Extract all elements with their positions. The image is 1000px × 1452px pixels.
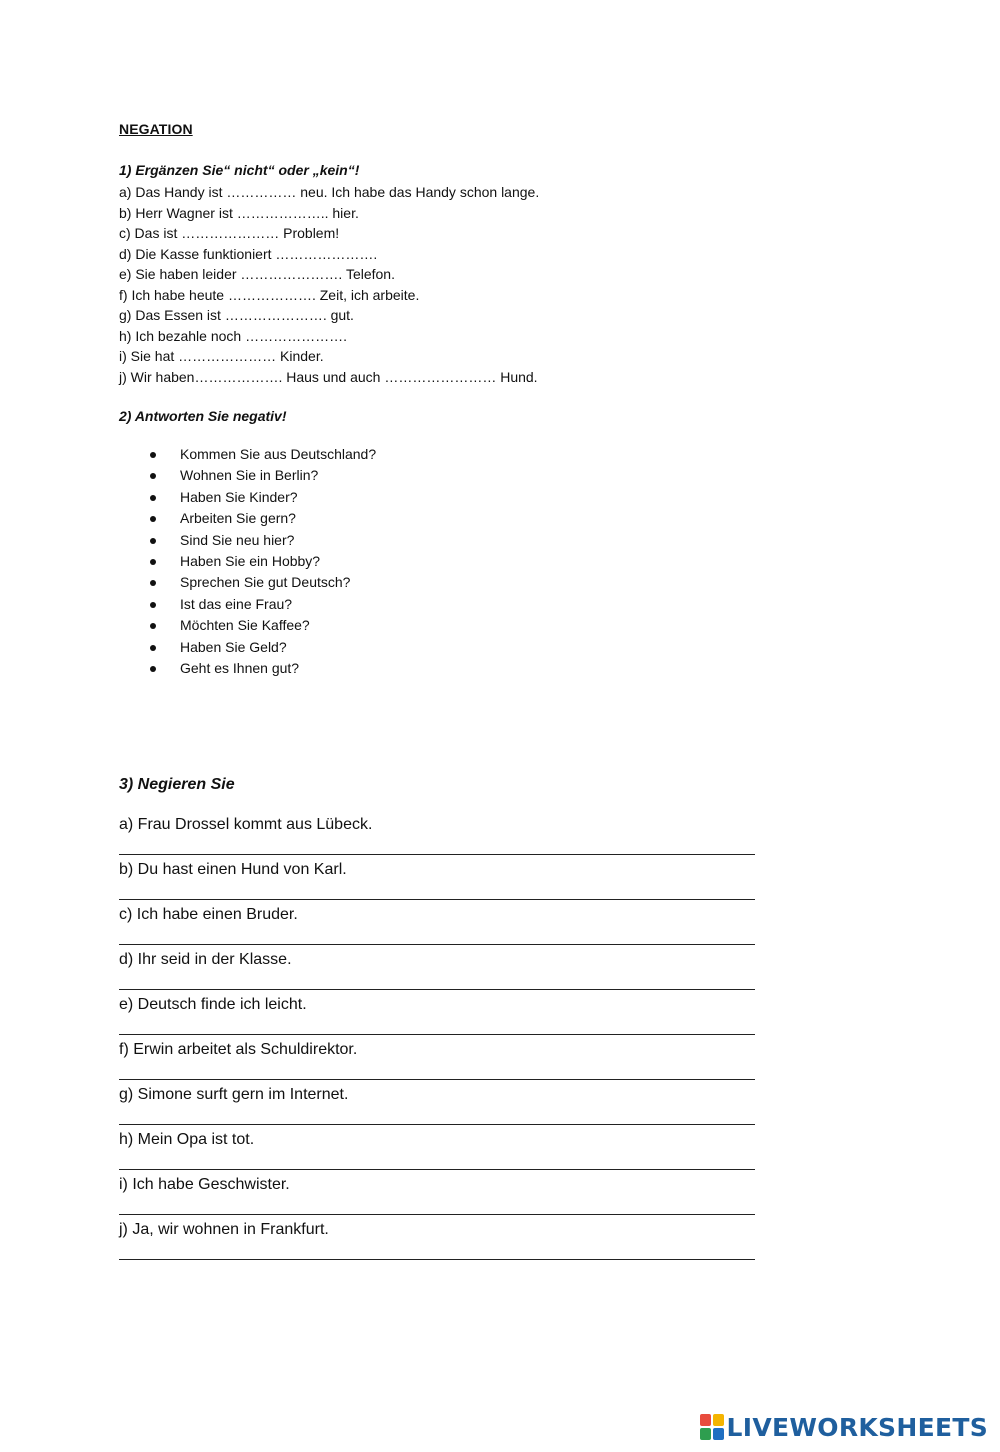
sentence-text: g) Simone surft gern im Internet. (119, 1086, 349, 1103)
bullet-icon (150, 645, 156, 651)
brand-name: LIVEWORKSHEETS (726, 1412, 988, 1442)
question-text: Haben Sie Geld? (180, 638, 287, 655)
answer-line (119, 989, 755, 990)
fill-in-item: b) Herr Wagner ist ……………….. hier. (119, 204, 359, 221)
question-item (150, 572, 376, 593)
question-text: Ist das eine Frau? (180, 595, 293, 612)
bullet-icon (150, 580, 156, 586)
liveworksheets-logo-icon (700, 1414, 724, 1440)
page-title: NEGATION (119, 121, 193, 137)
fill-in-item: d) Die Kasse funktioniert …………………. (119, 245, 378, 262)
sentence-text: e) Deutsch finde ich leicht. (119, 996, 307, 1013)
negation-item (119, 1038, 755, 1083)
bullet-icon (150, 473, 156, 479)
answer-line (119, 1259, 755, 1260)
fill-in-item: g) Das Essen ist …………………. gut. (119, 307, 354, 323)
question-item (150, 615, 376, 636)
sentence-text: d) Ihr seid in der Klasse. (119, 951, 292, 968)
liveworksheets-brand (700, 1410, 988, 1444)
question-text: Arbeiten Sie gern? (180, 510, 296, 527)
question-item (150, 551, 376, 572)
answer-line (119, 899, 755, 900)
negation-item (119, 1173, 755, 1218)
fill-in-item: j) Wir haben………………. Haus und auch …………………… Hund. (119, 368, 538, 385)
fill-in-item: c) Das ist ………………… Problem! (119, 225, 340, 241)
fill-in-item: f) Ich habe heute ………………. Zeit, ich arbeite. (119, 286, 420, 303)
question-text: Sind Sie neu hier? (180, 531, 295, 548)
sentence-text: c) Ich habe einen Bruder. (119, 906, 298, 923)
answer-line (119, 1124, 755, 1125)
answer-line (119, 1079, 755, 1080)
answer-line (119, 1214, 755, 1215)
bullet-icon (150, 452, 156, 458)
section-1-heading: 1) Ergänzen Sie“ nicht“ oder „kein“! (119, 162, 360, 178)
question-item (150, 594, 376, 615)
negation-item (119, 993, 755, 1038)
question-text: Sprechen Sie gut Deutsch? (180, 574, 351, 591)
logo-square (713, 1414, 724, 1426)
sentence-text: j) Ja, wir wohnen in Frankfurt. (119, 1221, 329, 1238)
fill-in-item: a) Das Handy ist …………… neu. Ich habe das Handy schon lange. (119, 184, 540, 200)
fill-in-item: i) Sie hat ………………… Kinder. (119, 348, 324, 364)
sentence-text: f) Erwin arbeitet als Schuldirektor. (119, 1041, 358, 1058)
bullet-icon (150, 559, 156, 565)
negation-exercise-list (119, 813, 755, 1263)
section-2-heading: 2) Antworten Sie negativ! (119, 408, 287, 424)
bullet-icon (150, 495, 156, 501)
bullet-icon (150, 602, 156, 608)
negation-item (119, 813, 755, 858)
sentence-text: b) Du hast einen Hund von Karl. (119, 861, 347, 878)
negation-item (119, 858, 755, 903)
sentence-text: i) Ich habe Geschwister. (119, 1176, 290, 1193)
bullet-icon (150, 666, 156, 672)
negation-item (119, 1083, 755, 1128)
question-text: Kommen Sie aus Deutschland? (180, 446, 377, 462)
question-item (150, 637, 376, 658)
fill-in-item: e) Sie haben leider …………………. Telefon. (119, 266, 395, 282)
logo-square (700, 1428, 711, 1440)
question-text: Wohnen Sie in Berlin? (180, 467, 319, 484)
logo-square (700, 1414, 711, 1426)
bullet-icon (150, 516, 156, 522)
negation-item (119, 948, 755, 993)
negation-item (119, 903, 755, 948)
sentence-text: h) Mein Opa ist tot. (119, 1131, 255, 1148)
question-item (150, 444, 376, 465)
bullet-icon (150, 623, 156, 629)
fill-in-item: h) Ich bezahle noch …………………. (119, 327, 347, 344)
logo-square (713, 1428, 724, 1440)
fill-in-exercise-list (119, 182, 539, 387)
question-text: Haben Sie ein Hobby? (180, 552, 321, 569)
question-text: Möchten Sie Kaffee? (180, 617, 310, 634)
question-text: Haben Sie Kinder? (180, 488, 298, 505)
answer-line (119, 1034, 755, 1035)
question-item (150, 465, 376, 486)
question-bullet-list (150, 444, 376, 679)
answer-line (119, 854, 755, 855)
section-3-heading: 3) Negieren Sie (119, 776, 235, 793)
negation-item (119, 1218, 755, 1263)
question-text: Geht es Ihnen gut? (180, 659, 300, 676)
bullet-icon (150, 538, 156, 544)
question-item (150, 530, 376, 551)
question-item (150, 487, 376, 508)
answer-line (119, 1169, 755, 1170)
question-item (150, 658, 376, 679)
answer-line (119, 944, 755, 945)
sentence-text: a) Frau Drossel kommt aus Lübeck. (119, 816, 373, 833)
question-item (150, 508, 376, 529)
negation-item (119, 1128, 755, 1173)
